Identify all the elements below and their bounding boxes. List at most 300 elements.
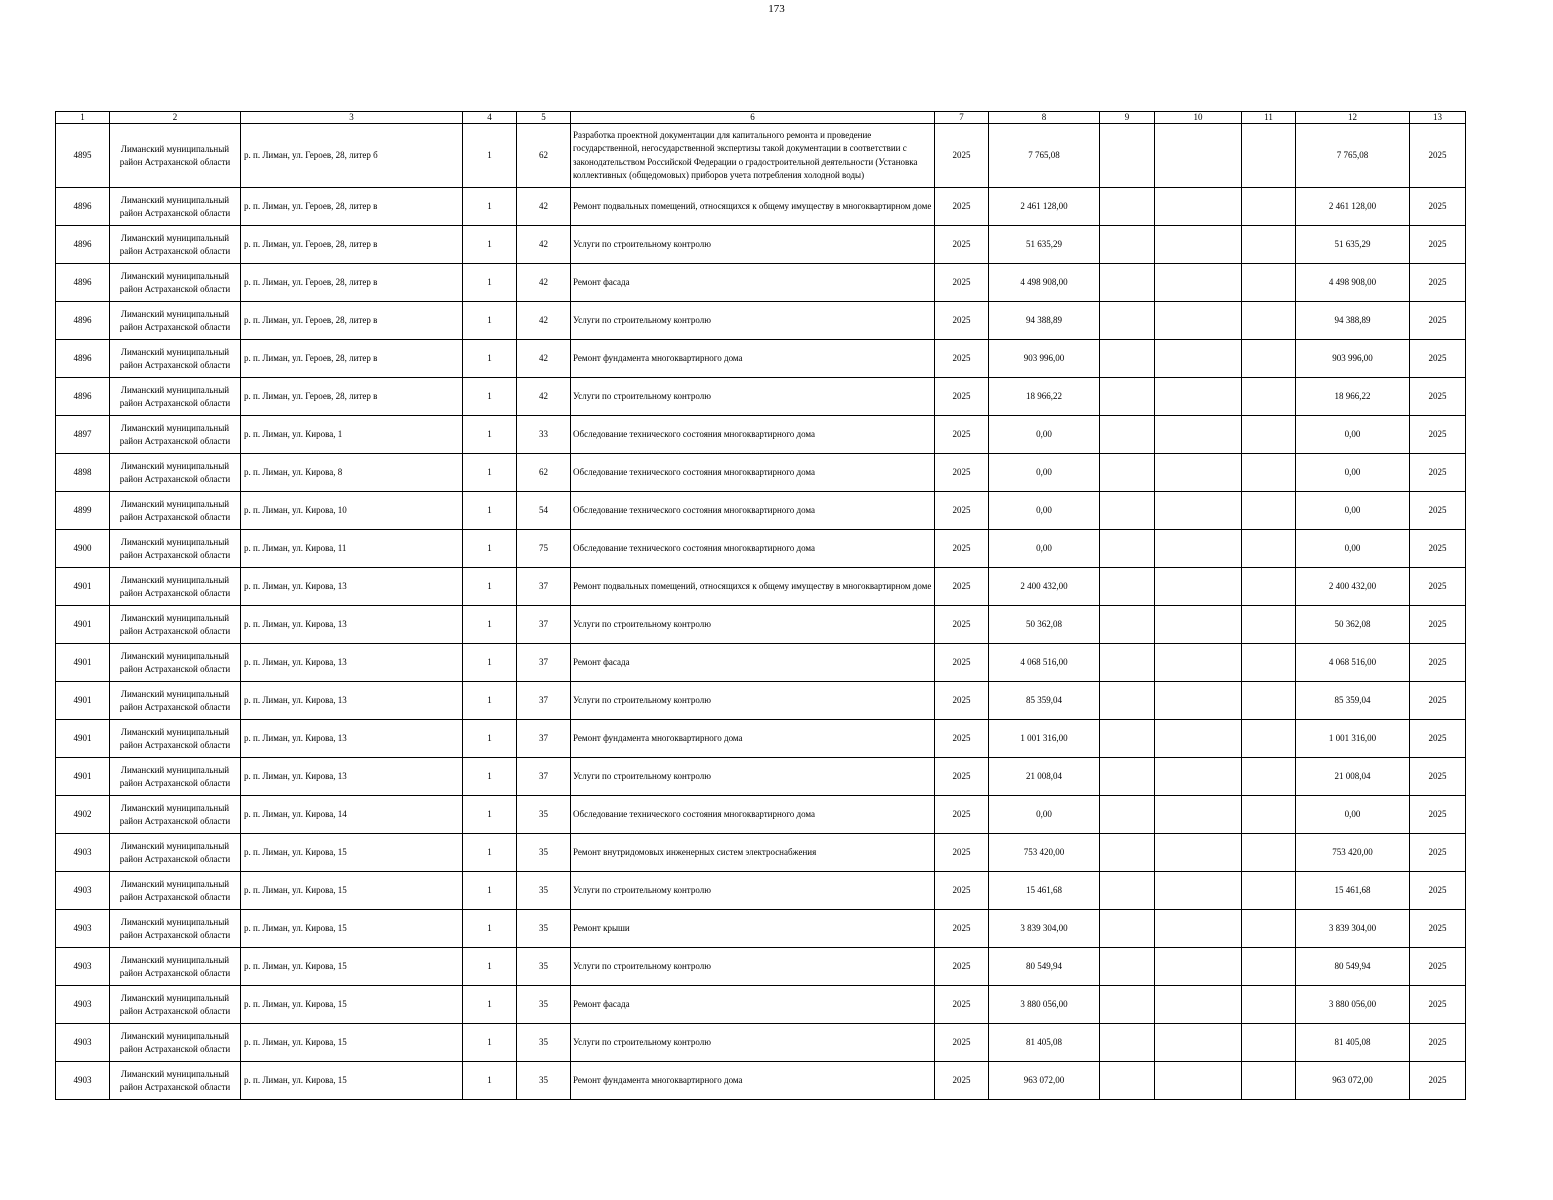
- row-number: 4903: [56, 834, 110, 872]
- work-type: Услуги по строительному контролю: [571, 1024, 935, 1062]
- cost-fund: 81 405,08: [1296, 1024, 1410, 1062]
- col-11-value: [1242, 1024, 1296, 1062]
- row-number: 4897: [56, 416, 110, 454]
- col-10-value: [1155, 910, 1242, 948]
- year-end: 2025: [1410, 606, 1466, 644]
- col-9-value: [1100, 416, 1155, 454]
- table-row: [56, 124, 1466, 188]
- year-start: 2025: [935, 720, 989, 758]
- column-header: 7: [935, 112, 989, 124]
- col-10-value: [1155, 758, 1242, 796]
- column-header: 5: [517, 112, 571, 124]
- year-end: 2025: [1410, 1024, 1466, 1062]
- cost-fund: 963 072,00: [1296, 1062, 1410, 1100]
- cost-fund: 4 498 908,00: [1296, 264, 1410, 302]
- cost-total: 903 996,00: [989, 340, 1100, 378]
- cost-fund: 3 839 304,00: [1296, 910, 1410, 948]
- cost-total: 4 068 516,00: [989, 644, 1100, 682]
- work-type: Услуги по строительному контролю: [571, 872, 935, 910]
- col-10-value: [1155, 720, 1242, 758]
- municipality: Лиманский муниципальный район Астраханской области: [110, 758, 241, 796]
- col-4-value: 1: [463, 1024, 517, 1062]
- col-10-value: [1155, 948, 1242, 986]
- row-number: 4901: [56, 720, 110, 758]
- col-11-value: [1242, 948, 1296, 986]
- col-10-value: [1155, 124, 1242, 188]
- cost-total: 753 420,00: [989, 834, 1100, 872]
- year-end: 2025: [1410, 796, 1466, 834]
- col-5-value: 37: [517, 606, 571, 644]
- col-11-value: [1242, 492, 1296, 530]
- col-11-value: [1242, 264, 1296, 302]
- col-4-value: 1: [463, 530, 517, 568]
- col-10-value: [1155, 796, 1242, 834]
- year-start: 2025: [935, 188, 989, 226]
- col-11-value: [1242, 454, 1296, 492]
- municipality: Лиманский муниципальный район Астраханской области: [110, 492, 241, 530]
- work-type: Ремонт подвальных помещений, относящихся к общему имуществу в многоквартирном доме: [571, 568, 935, 606]
- table-row: [56, 568, 1466, 606]
- year-start: 2025: [935, 302, 989, 340]
- year-end: 2025: [1410, 910, 1466, 948]
- col-10-value: [1155, 454, 1242, 492]
- cost-fund: 50 362,08: [1296, 606, 1410, 644]
- row-number: 4896: [56, 226, 110, 264]
- year-start: 2025: [935, 796, 989, 834]
- municipality: Лиманский муниципальный район Астраханской области: [110, 568, 241, 606]
- cost-fund: 0,00: [1296, 416, 1410, 454]
- year-start: 2025: [935, 340, 989, 378]
- cost-fund: 21 008,04: [1296, 758, 1410, 796]
- row-number: 4896: [56, 264, 110, 302]
- col-10-value: [1155, 606, 1242, 644]
- year-end: 2025: [1410, 340, 1466, 378]
- row-number: 4903: [56, 1062, 110, 1100]
- table-row: [56, 796, 1466, 834]
- col-5-value: 42: [517, 264, 571, 302]
- year-end: 2025: [1410, 758, 1466, 796]
- cost-fund: 0,00: [1296, 796, 1410, 834]
- year-start: 2025: [935, 124, 989, 188]
- col-4-value: 1: [463, 796, 517, 834]
- year-end: 2025: [1410, 720, 1466, 758]
- column-header: 10: [1155, 112, 1242, 124]
- table-row: [56, 454, 1466, 492]
- work-type: Ремонт крыши: [571, 910, 935, 948]
- municipality: Лиманский муниципальный район Астраханской области: [110, 264, 241, 302]
- table-row: [56, 834, 1466, 872]
- col-10-value: [1155, 492, 1242, 530]
- table-row: [56, 340, 1466, 378]
- col-5-value: 42: [517, 378, 571, 416]
- work-type: Услуги по строительному контролю: [571, 758, 935, 796]
- col-4-value: 1: [463, 264, 517, 302]
- row-number: 4903: [56, 986, 110, 1024]
- municipality: Лиманский муниципальный район Астраханской области: [110, 302, 241, 340]
- year-end: 2025: [1410, 264, 1466, 302]
- municipality: Лиманский муниципальный район Астраханской области: [110, 124, 241, 188]
- col-4-value: 1: [463, 454, 517, 492]
- col-11-value: [1242, 758, 1296, 796]
- cost-fund: 0,00: [1296, 492, 1410, 530]
- column-header: 11: [1242, 112, 1296, 124]
- col-9-value: [1100, 454, 1155, 492]
- table-row: [56, 302, 1466, 340]
- col-4-value: 1: [463, 720, 517, 758]
- cost-fund: 7 765,08: [1296, 124, 1410, 188]
- table-row: [56, 682, 1466, 720]
- col-9-value: [1100, 720, 1155, 758]
- cost-fund: 94 388,89: [1296, 302, 1410, 340]
- col-9-value: [1100, 644, 1155, 682]
- address: р. п. Лиман, ул. Кирова, 14: [241, 796, 463, 834]
- column-header: 9: [1100, 112, 1155, 124]
- work-type: Услуги по строительному контролю: [571, 226, 935, 264]
- cost-total: 0,00: [989, 530, 1100, 568]
- cost-total: 0,00: [989, 492, 1100, 530]
- year-end: 2025: [1410, 530, 1466, 568]
- cost-total: 3 839 304,00: [989, 910, 1100, 948]
- col-10-value: [1155, 872, 1242, 910]
- col-4-value: 1: [463, 758, 517, 796]
- row-number: 4903: [56, 1024, 110, 1062]
- col-10-value: [1155, 834, 1242, 872]
- col-11-value: [1242, 226, 1296, 264]
- col-11-value: [1242, 834, 1296, 872]
- col-11-value: [1242, 1062, 1296, 1100]
- col-9-value: [1100, 1024, 1155, 1062]
- cost-total: 1 001 316,00: [989, 720, 1100, 758]
- address: р. п. Лиман, ул. Кирова, 15: [241, 834, 463, 872]
- column-header: 8: [989, 112, 1100, 124]
- col-5-value: 62: [517, 454, 571, 492]
- col-5-value: 62: [517, 124, 571, 188]
- col-4-value: 1: [463, 986, 517, 1024]
- col-5-value: 42: [517, 340, 571, 378]
- column-header: 13: [1410, 112, 1466, 124]
- address: р. п. Лиман, ул. Кирова, 15: [241, 872, 463, 910]
- cost-total: 51 635,29: [989, 226, 1100, 264]
- work-type: Обследование технического состояния многоквартирного дома: [571, 492, 935, 530]
- col-10-value: [1155, 568, 1242, 606]
- cost-fund: 85 359,04: [1296, 682, 1410, 720]
- municipality: Лиманский муниципальный район Астраханской области: [110, 416, 241, 454]
- column-header: 6: [571, 112, 935, 124]
- col-11-value: [1242, 416, 1296, 454]
- col-11-value: [1242, 986, 1296, 1024]
- year-start: 2025: [935, 606, 989, 644]
- cost-total: 50 362,08: [989, 606, 1100, 644]
- work-type: Ремонт фундамента многоквартирного дома: [571, 340, 935, 378]
- col-4-value: 1: [463, 568, 517, 606]
- row-number: 4900: [56, 530, 110, 568]
- municipality: Лиманский муниципальный район Астраханской области: [110, 796, 241, 834]
- year-start: 2025: [935, 1024, 989, 1062]
- work-type: Ремонт фасада: [571, 264, 935, 302]
- row-number: 4896: [56, 378, 110, 416]
- cost-total: 15 461,68: [989, 872, 1100, 910]
- col-10-value: [1155, 264, 1242, 302]
- year-start: 2025: [935, 378, 989, 416]
- col-9-value: [1100, 948, 1155, 986]
- col-5-value: 35: [517, 796, 571, 834]
- col-11-value: [1242, 682, 1296, 720]
- work-type: Ремонт фундамента многоквартирного дома: [571, 1062, 935, 1100]
- col-4-value: 1: [463, 1062, 517, 1100]
- year-end: 2025: [1410, 986, 1466, 1024]
- col-9-value: [1100, 378, 1155, 416]
- row-number: 4896: [56, 340, 110, 378]
- row-number: 4901: [56, 758, 110, 796]
- cost-total: 2 461 128,00: [989, 188, 1100, 226]
- col-4-value: 1: [463, 834, 517, 872]
- col-5-value: 42: [517, 302, 571, 340]
- year-end: 2025: [1410, 188, 1466, 226]
- year-start: 2025: [935, 416, 989, 454]
- row-number: 4903: [56, 948, 110, 986]
- row-number: 4899: [56, 492, 110, 530]
- col-9-value: [1100, 682, 1155, 720]
- col-9-value: [1100, 606, 1155, 644]
- address: р. п. Лиман, ул. Героев, 28, литер в: [241, 188, 463, 226]
- table-row: [56, 872, 1466, 910]
- cost-total: 7 765,08: [989, 124, 1100, 188]
- col-4-value: 1: [463, 416, 517, 454]
- address: р. п. Лиман, ул. Кирова, 13: [241, 644, 463, 682]
- year-start: 2025: [935, 758, 989, 796]
- col-11-value: [1242, 606, 1296, 644]
- municipality: Лиманский муниципальный район Астраханской области: [110, 340, 241, 378]
- cost-fund: 80 549,94: [1296, 948, 1410, 986]
- column-header: 2: [110, 112, 241, 124]
- year-start: 2025: [935, 682, 989, 720]
- row-number: 4903: [56, 910, 110, 948]
- col-10-value: [1155, 986, 1242, 1024]
- work-type: Услуги по строительному контролю: [571, 606, 935, 644]
- row-number: 4902: [56, 796, 110, 834]
- col-10-value: [1155, 1024, 1242, 1062]
- col-11-value: [1242, 124, 1296, 188]
- col-9-value: [1100, 568, 1155, 606]
- column-number-row: [56, 112, 1466, 124]
- col-5-value: 35: [517, 948, 571, 986]
- table-row: [56, 1062, 1466, 1100]
- col-11-value: [1242, 302, 1296, 340]
- col-5-value: 42: [517, 188, 571, 226]
- address: р. п. Лиман, ул. Кирова, 13: [241, 758, 463, 796]
- municipality: Лиманский муниципальный район Астраханской области: [110, 530, 241, 568]
- cost-total: 18 966,22: [989, 378, 1100, 416]
- year-start: 2025: [935, 986, 989, 1024]
- year-start: 2025: [935, 568, 989, 606]
- municipality: Лиманский муниципальный район Астраханской области: [110, 872, 241, 910]
- col-5-value: 35: [517, 986, 571, 1024]
- table-row: [56, 416, 1466, 454]
- year-end: 2025: [1410, 872, 1466, 910]
- col-5-value: 37: [517, 644, 571, 682]
- col-9-value: [1100, 796, 1155, 834]
- work-type: Услуги по строительному контролю: [571, 948, 935, 986]
- work-type: Услуги по строительному контролю: [571, 682, 935, 720]
- table-row: [56, 606, 1466, 644]
- col-11-value: [1242, 644, 1296, 682]
- cost-total: 81 405,08: [989, 1024, 1100, 1062]
- col-4-value: 1: [463, 124, 517, 188]
- municipality: Лиманский муниципальный район Астраханской области: [110, 1024, 241, 1062]
- municipality: Лиманский муниципальный район Астраханской области: [110, 720, 241, 758]
- col-9-value: [1100, 492, 1155, 530]
- cost-total: 0,00: [989, 454, 1100, 492]
- page-number: 173: [768, 3, 785, 15]
- municipality: Лиманский муниципальный район Астраханской области: [110, 1062, 241, 1100]
- work-type: Разработка проектной документации для капитального ремонта и проведение государственной, негосударственной экспертизы такой документации в соответствии с законодательством Российской Федерации о градостроительной деятельности (Установка коллективных (общедомовых) приборов учета потребления холодной воды): [571, 124, 935, 188]
- year-end: 2025: [1410, 1062, 1466, 1100]
- address: р. п. Лиман, ул. Героев, 28, литер в: [241, 340, 463, 378]
- col-5-value: 37: [517, 568, 571, 606]
- year-start: 2025: [935, 948, 989, 986]
- column-header: 3: [241, 112, 463, 124]
- cost-total: 0,00: [989, 796, 1100, 834]
- address: р. п. Лиман, ул. Кирова, 1: [241, 416, 463, 454]
- col-10-value: [1155, 682, 1242, 720]
- address: р. п. Лиман, ул. Кирова, 13: [241, 720, 463, 758]
- col-9-value: [1100, 986, 1155, 1024]
- row-number: 4896: [56, 302, 110, 340]
- cost-fund: 3 880 056,00: [1296, 986, 1410, 1024]
- year-start: 2025: [935, 834, 989, 872]
- year-end: 2025: [1410, 302, 1466, 340]
- cost-fund: 0,00: [1296, 530, 1410, 568]
- cost-fund: 51 635,29: [1296, 226, 1410, 264]
- year-end: 2025: [1410, 454, 1466, 492]
- year-start: 2025: [935, 644, 989, 682]
- col-5-value: 35: [517, 910, 571, 948]
- address: р. п. Лиман, ул. Героев, 28, литер в: [241, 302, 463, 340]
- address: р. п. Лиман, ул. Кирова, 15: [241, 1062, 463, 1100]
- cost-total: 4 498 908,00: [989, 264, 1100, 302]
- table-row: [56, 530, 1466, 568]
- col-11-value: [1242, 872, 1296, 910]
- col-5-value: 35: [517, 1062, 571, 1100]
- col-9-value: [1100, 340, 1155, 378]
- col-4-value: 1: [463, 910, 517, 948]
- work-type: Обследование технического состояния многоквартирного дома: [571, 796, 935, 834]
- col-11-value: [1242, 188, 1296, 226]
- col-11-value: [1242, 378, 1296, 416]
- cost-total: 94 388,89: [989, 302, 1100, 340]
- address: р. п. Лиман, ул. Кирова, 15: [241, 948, 463, 986]
- year-start: 2025: [935, 226, 989, 264]
- address: р. п. Лиман, ул. Кирова, 15: [241, 910, 463, 948]
- column-header: 4: [463, 112, 517, 124]
- col-9-value: [1100, 758, 1155, 796]
- year-end: 2025: [1410, 948, 1466, 986]
- address: р. п. Лиман, ул. Кирова, 13: [241, 606, 463, 644]
- municipality: Лиманский муниципальный район Астраханской области: [110, 188, 241, 226]
- col-4-value: 1: [463, 226, 517, 264]
- row-number: 4901: [56, 644, 110, 682]
- cost-fund: 1 001 316,00: [1296, 720, 1410, 758]
- address: р. п. Лиман, ул. Героев, 28, литер в: [241, 226, 463, 264]
- col-4-value: 1: [463, 302, 517, 340]
- cost-total: 0,00: [989, 416, 1100, 454]
- work-type: Услуги по строительному контролю: [571, 302, 935, 340]
- work-type: Ремонт фасада: [571, 644, 935, 682]
- address: р. п. Лиман, ул. Героев, 28, литер в: [241, 264, 463, 302]
- col-9-value: [1100, 834, 1155, 872]
- year-start: 2025: [935, 530, 989, 568]
- cost-total: 3 880 056,00: [989, 986, 1100, 1024]
- table-row: [56, 378, 1466, 416]
- col-4-value: 1: [463, 340, 517, 378]
- register-table: [55, 111, 1466, 1100]
- col-10-value: [1155, 226, 1242, 264]
- col-5-value: 42: [517, 226, 571, 264]
- col-11-value: [1242, 720, 1296, 758]
- address: р. п. Лиман, ул. Кирова, 10: [241, 492, 463, 530]
- col-11-value: [1242, 910, 1296, 948]
- col-9-value: [1100, 910, 1155, 948]
- cost-total: 85 359,04: [989, 682, 1100, 720]
- col-4-value: 1: [463, 378, 517, 416]
- municipality: Лиманский муниципальный район Астраханской области: [110, 378, 241, 416]
- address: р. п. Лиман, ул. Кирова, 11: [241, 530, 463, 568]
- year-start: 2025: [935, 910, 989, 948]
- address: р. п. Лиман, ул. Героев, 28, литер б: [241, 124, 463, 188]
- table-row: [56, 264, 1466, 302]
- col-5-value: 35: [517, 834, 571, 872]
- address: р. п. Лиман, ул. Кирова, 15: [241, 1024, 463, 1062]
- cost-total: 963 072,00: [989, 1062, 1100, 1100]
- cost-fund: 2 461 128,00: [1296, 188, 1410, 226]
- work-type: Обследование технического состояния многоквартирного дома: [571, 454, 935, 492]
- cost-fund: 0,00: [1296, 454, 1410, 492]
- col-5-value: 37: [517, 682, 571, 720]
- table-body: [56, 124, 1466, 1100]
- year-end: 2025: [1410, 416, 1466, 454]
- work-type: Ремонт фундамента многоквартирного дома: [571, 720, 935, 758]
- municipality: Лиманский муниципальный район Астраханской области: [110, 682, 241, 720]
- col-5-value: 37: [517, 720, 571, 758]
- year-start: 2025: [935, 872, 989, 910]
- cost-fund: 753 420,00: [1296, 834, 1410, 872]
- work-type: Ремонт фасада: [571, 986, 935, 1024]
- address: р. п. Лиман, ул. Кирова, 13: [241, 568, 463, 606]
- col-5-value: 37: [517, 758, 571, 796]
- year-start: 2025: [935, 264, 989, 302]
- col-5-value: 75: [517, 530, 571, 568]
- work-type: Ремонт подвальных помещений, относящихся к общему имуществу в многоквартирном доме: [571, 188, 935, 226]
- municipality: Лиманский муниципальный район Астраханской области: [110, 226, 241, 264]
- municipality: Лиманский муниципальный район Астраханской области: [110, 644, 241, 682]
- year-start: 2025: [935, 492, 989, 530]
- cost-fund: 18 966,22: [1296, 378, 1410, 416]
- col-10-value: [1155, 644, 1242, 682]
- col-9-value: [1100, 302, 1155, 340]
- column-header: 12: [1296, 112, 1410, 124]
- year-end: 2025: [1410, 644, 1466, 682]
- col-4-value: 1: [463, 492, 517, 530]
- year-end: 2025: [1410, 492, 1466, 530]
- year-end: 2025: [1410, 682, 1466, 720]
- address: р. п. Лиман, ул. Кирова, 15: [241, 986, 463, 1024]
- work-type: Услуги по строительному контролю: [571, 378, 935, 416]
- cost-fund: 15 461,68: [1296, 872, 1410, 910]
- table-row: [56, 226, 1466, 264]
- col-4-value: 1: [463, 606, 517, 644]
- table-row: [56, 986, 1466, 1024]
- col-4-value: 1: [463, 682, 517, 720]
